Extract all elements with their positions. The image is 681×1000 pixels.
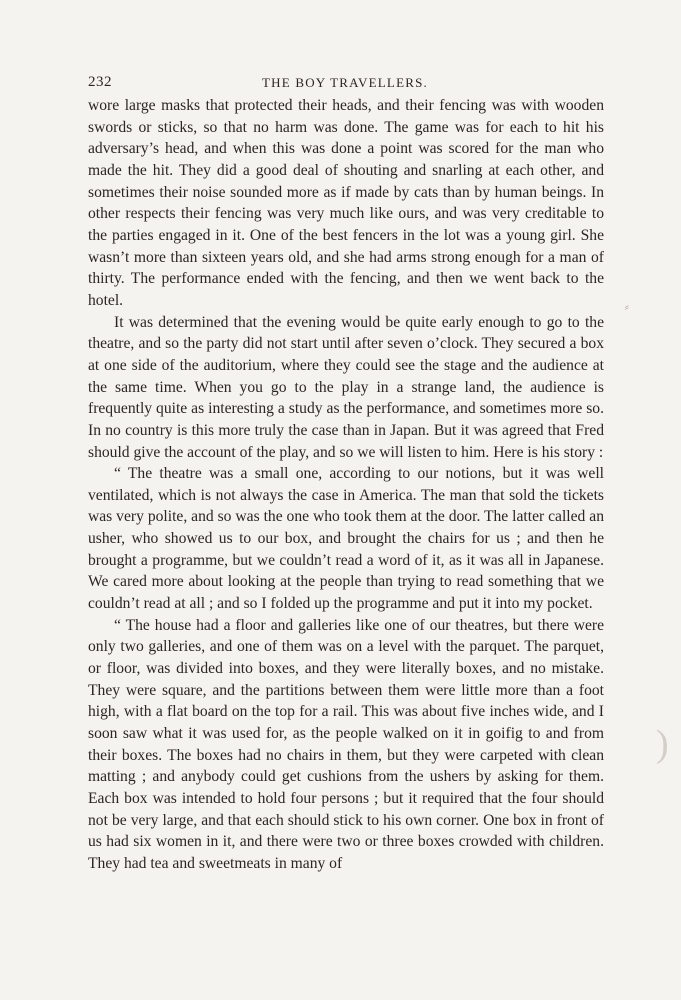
book-title: THE BOY TRAVELLERS. [262, 75, 428, 90]
body-text [88, 95, 604, 875]
margin-bracket-mark: ( [656, 723, 669, 765]
running-head [88, 74, 602, 94]
paragraph-1: wore large masks that protected their heads, and their fencing was with wooden swords or sticks, so that no harm was done. The game was for each to hit his adversary’s head, and when this was done a point was scored for the man who made the hit. They did a good deal of shouting and snarling at each other, and sometimes their noise sounded more as if made by cats than by human beings. In other respects their fencing was very much like ours, and was very creditable to the parties engaged in it. One of the best fencers in the lot was a young girl. She wasn’t more than sixteen years old, and she had arms strong enough for a man of thirty. The performance ended with the fencing, and then we went back to the hotel. [88, 97, 604, 309]
margin-pencil-mark: ⸗ [624, 300, 629, 315]
page-number: 232 [88, 74, 112, 90]
paragraph-3: “ The theatre was a small one, according to our notions, but it was well ventilated, which is not always the case in America. The man that sold the tickets was very polite, and so was the one who took them at the door. The latter called an usher, who showed us to our box, and brought the chairs for us ; and then he brought a programme, but we couldn’t read a word of it, as it was all in Japanese. We cared more about looking at the people than trying to read something that we couldn’t read at all ; and so I folded up the programme and put it into my pocket. [88, 465, 604, 613]
paragraph-2: It was determined that the evening would be quite early enough to go to the theatre, and so the party did not start until after seven o’clock. They secured a box at one side of the auditorium, where they could see the stage and the audience at the same time. When you go to the play in a strange land, the audience is frequently quite as interesting a study as the performance, and sometimes more so. In no country is this more truly the case than in Japan. But it was agreed that Fred should give the account of the play, and so we will listen to him. Here is his story : [88, 313, 604, 461]
paragraph-4: “ The house had a floor and galleries like one of our theatres, but there were only two galleries, and one of them was on a level with the parquet. The parquet, or floor, was divided into boxes, and they were literally boxes, and no mistake. They were square, and the partitions between them were little more than a foot high, with a flat board on the top for a rail. This was about five inches wide, and I soon saw what it was used for, as the people walked on it in goifig to and from their boxes. The boxes had no chairs in them, but they were carpeted with clean matting ; and anybody could get cushions from the ushers by asking for them. Each box was intended to hold four persons ; but it required that the four should not be very large, and that each should stick to his own corner. One box in front of us had six women in it, and there were two or three boxes crowded with children. They had tea and sweetmeats in many of [88, 616, 604, 872]
